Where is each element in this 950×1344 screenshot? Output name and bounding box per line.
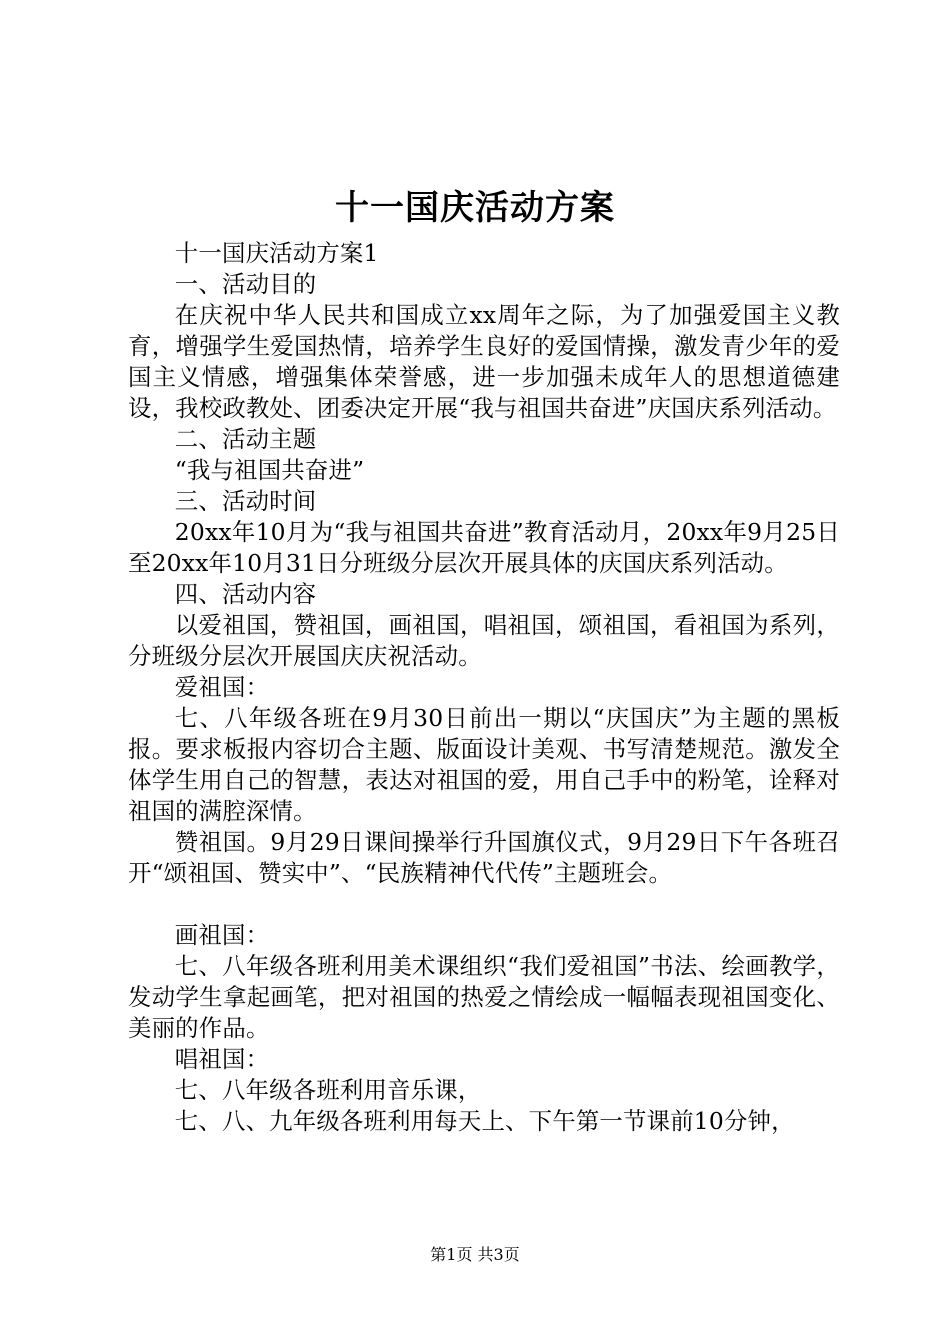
subsection-heading: 爱祖国： [174,673,270,701]
section-heading: 二、活动主题 [174,425,317,453]
body-paragraph: 七、八年级各班利用美术课组织“我们爱祖国”书法、绘画教学，发动学生拿起画笔，把对祖国的热爱之情绘成一幅幅表现祖国变化、美丽的作品。 [128,952,840,1042]
section-heading: 一、活动目的 [174,270,317,298]
page-footer: 第1页 共3页 [430,1245,520,1264]
body-paragraph: 赞祖国。9月29日课间操举行升国旗仪式，9月29日下午各班召开“颂祖国、赞实中”、“民族精神代代传”主题班会。 [128,828,840,887]
body-paragraph: 七、八、九年级各班利用每天上、下午第一节课前10分钟， [174,1107,795,1135]
document-title: 十一国庆活动方案 [335,188,615,228]
document-body [128,238,840,1137]
body-paragraph: “我与祖国共奋进” [174,456,365,484]
subsection-heading: 画祖国： [174,921,270,949]
section-heading: 三、活动时间 [174,487,317,515]
body-paragraph: 七、八年级各班在9月30日前出一期以“庆国庆”为主题的黑板报。要求板报内容切合主题、版面设计美观、书写清楚规范。激发全体学生用自己的智慧，表达对祖国的爱，用自己手中的粉笔，诠释对祖国的满腔深情。 [128,704,840,825]
section-heading: 十一国庆活动方案1 [174,239,379,267]
subsection-heading: 唱祖国： [174,1045,270,1073]
blank-line [128,889,840,920]
body-paragraph: 在庆祝中华人民共和国成立xx周年之际，为了加强爱国主义教育，增强学生爱国热情，培养学生良好的爱国情操，激发青少年的爱国主义情感，增强集体荣誉感，进一步加强未成年人的思想道德建设，我校政教处、团委决定开展“我与祖国共奋进”庆国庆系列活动。 [128,301,840,422]
body-paragraph: 以爱祖国，赞祖国，画祖国，唱祖国，颂祖国，看祖国为系列，分班级分层次开展国庆庆祝活动。 [128,611,840,670]
body-paragraph: 20xx年10月为“我与祖国共奋进”教育活动月，20xx年9月25日至20xx年10月31日分班级分层次开展具体的庆国庆系列活动。 [128,518,840,577]
section-heading: 四、活动内容 [174,580,317,608]
body-paragraph: 七、八年级各班利用音乐课， [174,1076,482,1104]
